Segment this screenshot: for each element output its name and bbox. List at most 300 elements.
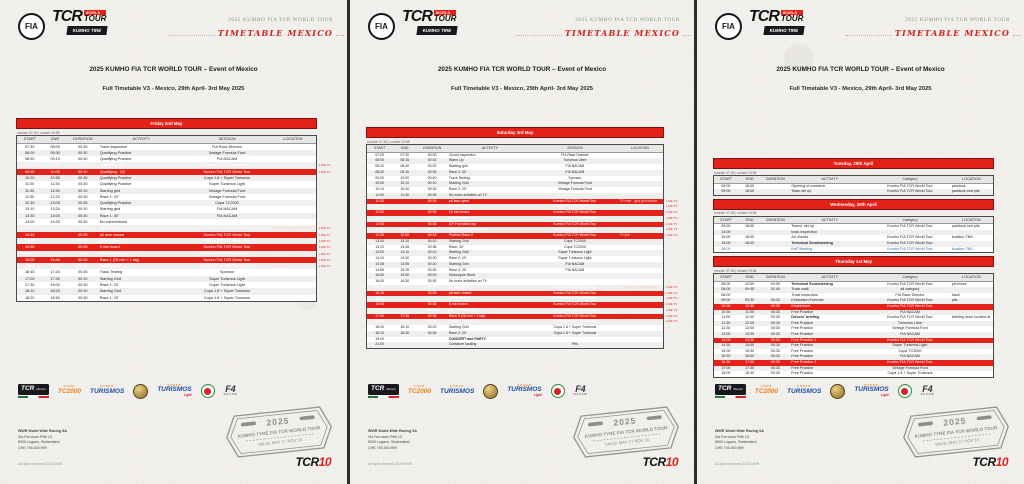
cell-location: TV note - grid procedure (271, 226, 313, 231)
logo-main-text: TURISMOS (440, 388, 475, 396)
column-header: ACTIVITY (132, 137, 150, 141)
cell-session: Copa TC2000 (564, 238, 586, 243)
cell-end: 13:20 (50, 207, 60, 212)
cell-start: 08:00 (721, 281, 731, 286)
day-header: Tuesday, 29th April (713, 158, 994, 169)
cell-duration: 00:30 (770, 315, 780, 320)
cell-start: 17:35 (375, 319, 384, 324)
cell-duration: 00:40 (78, 157, 88, 162)
column-header: DURATION (72, 137, 93, 141)
cell-session: Kumho FIA TCR World Tour (553, 227, 597, 232)
event-subtitle: Full Timetable V3 - Mexico, 29th April- 3rd May 2025 (102, 86, 245, 92)
cell-end: 08:00 (50, 144, 60, 149)
logo-top-text: SUPER (450, 385, 465, 389)
nacam-text: NACAM (573, 393, 588, 397)
cell-session: Kumho FIA TCR World Tour (887, 240, 933, 245)
cell-duration: 00:15 (427, 233, 437, 237)
cell-activity: 5 min board (448, 302, 468, 306)
logo-copa-tc2000 (408, 386, 431, 395)
column-header: END (51, 137, 60, 141)
cell-start: 07:30 (24, 144, 35, 149)
svg-text:VALID: MAY 2 / NOV 16: VALID: MAY 2 / NOV 16 (934, 437, 980, 447)
logo-top-text: SUPER (864, 383, 879, 387)
cell-activity: Circuit inspection (448, 152, 476, 157)
cell-start: 17:30 (24, 283, 35, 288)
f4-text: F4 (225, 384, 236, 395)
cell-session: FIA NACAM (565, 169, 585, 174)
column-header: ACTIVITY (481, 146, 498, 150)
cell-activity: 10 min board (99, 238, 122, 243)
cell-session: FIA Race Director (212, 144, 242, 149)
cell-end: 07:30 (400, 152, 410, 157)
cell-session: FIA NACAM (565, 261, 585, 266)
cell-duration: 00:30 (427, 267, 437, 272)
cell-session: Kumho FIA TCR World Tour (553, 290, 597, 295)
cell-activity: Technical Scrutineering (791, 240, 833, 245)
svg-text:KUMHO TYRE FIA TCR WORLD TOUR: KUMHO TYRE FIA TCR WORLD TOUR (237, 425, 321, 439)
cell-session: Vintage Formula Ford (892, 326, 928, 331)
page-divider (694, 0, 697, 484)
cell-start: 14:00 (375, 250, 384, 255)
cell-end: 13:00 (744, 326, 755, 331)
cell-duration: 00:15 (78, 226, 88, 231)
cell-activity: Race 1: 20' (99, 283, 119, 288)
cell-activity: Teams' set up (791, 224, 814, 229)
cell-session: Kumho FIA TCR World Tour (887, 281, 933, 286)
address-line: CHE 745.300.959 (18, 445, 47, 450)
live-tv-label: LIVE TV (666, 227, 678, 232)
svg-text:2025: 2025 (942, 415, 967, 428)
cell-start: 18:00 (375, 325, 384, 329)
column-headers (714, 274, 993, 282)
cell-start: 14:30 (24, 226, 35, 231)
column-header: END (745, 275, 754, 280)
cell-session: Kumho FIA TCR World Tour (887, 189, 933, 194)
logo-main-text: TURISMOS (90, 388, 125, 396)
cell-session: Kumho FIA TCR World Tour (887, 359, 933, 364)
cell-session: Kumho FIA TCR World Tour (553, 204, 597, 209)
cell-activity: Race 3 (28 min + 1 lap) (448, 313, 486, 318)
cell-session: Kumho FIA TCR World Tour (553, 319, 597, 324)
cell-activity: Race 2: 20' (448, 187, 467, 191)
rights-note: All rights reserved 2025 WWR (715, 462, 760, 466)
cell-location: track (951, 292, 960, 297)
cell-start: 14:45 (375, 261, 384, 266)
cell-session: Vintage Formula Ford (892, 365, 928, 370)
logo-top-text: SUPER (100, 385, 115, 389)
logo-top-text: COPA (760, 385, 773, 389)
logo-f4-nacam (921, 385, 935, 397)
page-divider (347, 0, 350, 484)
cell-duration: 00:10 (78, 289, 88, 294)
column-header: Category (902, 217, 918, 222)
cell-end: 17:50 (400, 319, 410, 324)
timetable-area (16, 118, 331, 305)
cell-duration: 00:30 (427, 279, 437, 283)
cell-start: 15:00 (721, 348, 731, 353)
cell-activity: Track inspection (99, 144, 128, 149)
cell-start: 09:00 (721, 183, 731, 188)
cell-start: 13:30 (24, 213, 35, 218)
cell-activity: Qualifying Practice (99, 150, 132, 155)
address-line: 6900 Lugano, Switzerland (715, 440, 757, 445)
mexico-flag-stripe (368, 396, 399, 398)
fia-logo: FIA (715, 13, 742, 40)
cell-activity: Starting Grid (99, 289, 122, 294)
cell-start: 11:30 (375, 198, 384, 203)
cell-activity: No more activities on TV (448, 192, 487, 197)
cell-end: 15:40 (50, 257, 60, 262)
company-address (368, 429, 417, 451)
day-section (713, 158, 994, 196)
cell-session: Vintage Formula Ford (208, 188, 246, 193)
kumho-tire-bar: KUMHO TIRE (763, 26, 804, 35)
live-tv-label: LIVE TV (319, 251, 331, 256)
cell-activity: Track Testing (99, 270, 123, 275)
cell-duration: 00:35 (427, 313, 437, 318)
cell-start: 12:30 (721, 326, 731, 331)
sun-times: sunrise 07:30 | sunset 19:58 (17, 130, 60, 135)
sponsor-logos (715, 380, 1010, 402)
tcr10-logo (642, 455, 678, 469)
cell-location (270, 295, 316, 301)
live-tv-label: LIVE TV (319, 257, 331, 262)
world-label: WORLD (434, 10, 457, 15)
cell-activity: Track Testing (448, 175, 470, 180)
cell-activity: No interventions (99, 220, 128, 225)
cell-activity: Podium Race 3 (448, 319, 473, 324)
world-label: WORLD (84, 10, 107, 15)
logo-badge-gold (830, 384, 845, 399)
page-2 (350, 0, 694, 484)
cell-duration: 00:30 (770, 309, 780, 314)
cell-end: 12:20 (50, 194, 60, 199)
live-tv-label: LIVE TV (666, 313, 678, 318)
cell-session: FIA NACAM (565, 267, 585, 272)
cell-end (738, 247, 762, 253)
tcr-mexico-sub: Mexico (733, 387, 743, 392)
cell-start: 09:00 (721, 189, 731, 194)
cell-start: 08:00 (721, 292, 731, 297)
cell-duration: 00:40 (427, 175, 437, 180)
tcr-logo-text: TCR (52, 8, 82, 25)
tcr-logo-text: TCR (402, 8, 432, 25)
cell-end: 10:40 (400, 187, 410, 191)
cell-session: Copa TC2000 (564, 244, 586, 249)
cell-duration: 00:15 (427, 284, 437, 289)
cell-session: Kumho FIA TCR World Tour (553, 307, 597, 312)
fia-logo: FIA (18, 13, 45, 40)
timetable (16, 135, 331, 302)
column-headers (367, 145, 663, 153)
column-header: LOCATION (962, 217, 981, 222)
cell-session: Copa 1.8 + Super Turismos (553, 325, 597, 329)
validity-stamp (900, 404, 1012, 459)
cell-duration: 00:05 (427, 302, 437, 306)
cell-end: 14:30 (50, 220, 60, 225)
cell-end: 14:30 (744, 337, 755, 342)
cell-activity: Starting Grid (448, 261, 469, 266)
cell-duration: 00:35 (427, 227, 437, 232)
cell-activity: Race: 30' (448, 244, 464, 249)
cell-activity: Technical Scrutineering (791, 281, 833, 286)
tour-label: TOUR (433, 14, 457, 23)
column-header: ACTIVITY (821, 275, 839, 280)
logo-badge-green (898, 384, 912, 398)
cell-duration: 00:05 (427, 296, 437, 301)
f4-text: F4 (575, 384, 586, 395)
tcr10-black: TCR (295, 455, 319, 469)
day-section (713, 256, 994, 378)
cell-duration: 00:05 (427, 204, 437, 209)
address-line: CHE 745.300.959 (715, 445, 744, 450)
timetable-row (714, 247, 993, 253)
day-header: Saturday 3rd May (366, 127, 664, 138)
cell-end: 10:10 (400, 181, 410, 186)
sun-times: sunrise 07:30 | sunset 19:58 (367, 139, 410, 144)
cell-duration: 00:30 (78, 150, 88, 155)
cell-duration: 00:30 (770, 298, 780, 303)
cell-end: 17:20 (50, 270, 60, 275)
cell-session: Vintage Formula Ford (558, 187, 592, 191)
cell-end: 11:30 (400, 192, 409, 197)
cell-session: Kumho FIA TCR World Tour (887, 315, 933, 320)
cell-duration: 00:30 (770, 326, 780, 331)
logo-main-text: TC2000 (754, 388, 778, 396)
cell-activity: Starting Grid (448, 181, 469, 186)
cell-duration: 00:30 (427, 256, 437, 260)
cell-duration: 00:30 (427, 192, 437, 197)
cell-activity: Free Practice (791, 309, 814, 314)
cell-activity: Free Practice (791, 326, 814, 331)
fia-logo: FIA (368, 13, 395, 40)
logo-top-text: SUPER (517, 383, 532, 387)
cell-end: 11:50 (50, 188, 60, 193)
live-tv-label: LIVE TV (666, 204, 678, 209)
cell-end: 12:50 (400, 233, 410, 237)
cell-end: 14:40 (400, 256, 410, 260)
company-address (18, 429, 67, 451)
cell-activity: pit lane open (448, 284, 469, 289)
svg-text:2025: 2025 (265, 415, 290, 428)
cell-activity: pit lane closed (448, 204, 472, 209)
cell-duration: 00:30 (78, 194, 88, 199)
cell-duration: 00:35 (78, 175, 88, 180)
cell-activity: CONCERT and PARTY (448, 336, 486, 341)
column-header: LOCATION (962, 177, 981, 181)
cell-start: 08:00 (721, 287, 731, 292)
badge-gold-emblem (830, 384, 845, 399)
cell-activity: pit lane open (99, 226, 122, 231)
cell-start: 15:30 (375, 273, 384, 278)
cell-location (617, 342, 663, 348)
timetable-script: TIMETABLE MEXICO (894, 28, 1010, 38)
live-tv-label: LIVE TV (666, 198, 678, 203)
column-header: ACTIVITY (821, 217, 839, 222)
cell-session: FIA NACAM (216, 207, 238, 212)
logo-copa-tc2000 (755, 386, 778, 395)
page-header (366, 8, 682, 56)
timetable (713, 175, 994, 196)
cell-start: 09:00 (721, 298, 731, 303)
cell-end: 17:30 (744, 365, 755, 370)
logo-super-turismos-light (157, 385, 191, 398)
cell-duration: 00:05 (78, 245, 88, 250)
cell-location: TV live (271, 264, 284, 269)
live-tv-label: LIVE TV (666, 307, 678, 312)
cell-session: Copa 1.8 + Super Turismos (203, 289, 251, 294)
cell-activity: 10 min board (448, 210, 470, 214)
company-address (715, 429, 764, 451)
cell-activity: Free Practice (791, 371, 814, 376)
tcr10-red: 10 (318, 455, 331, 469)
cell-activity: pit lane closed (99, 232, 124, 237)
nacam-text: NACAM (920, 393, 935, 397)
cell-session: Kumho FIA TCR World Tour (203, 257, 251, 262)
cell-end: 15:25 (400, 267, 410, 272)
cell-location: location TBA (951, 235, 973, 240)
cell-location: TV note - grid procedure (619, 284, 658, 289)
validity-stamp (223, 404, 335, 459)
cell-duration: 00:20 (427, 273, 437, 278)
header-brand (218, 17, 333, 41)
cell-start: 16:50 (375, 296, 384, 301)
cell-activity: 5 min board (99, 245, 120, 250)
cell-end: 15:50 (400, 273, 410, 278)
cell-duration: 04:00 (770, 281, 780, 286)
cell-activity: Qualifying Practice (99, 157, 132, 162)
cell-end: 18:00 (744, 183, 755, 188)
cell-session: FIA NACAM (216, 157, 238, 162)
cell-end: 17:00 (744, 359, 755, 364)
live-tv-label: LIVE TV (666, 233, 678, 237)
cell-session: Copa 1.8 + Super Turismos (553, 330, 597, 335)
cell-location: paddock and pits (951, 189, 980, 194)
cell-end: 09:45 (50, 163, 60, 168)
cell-start: 11:30 (721, 320, 731, 325)
logo-super-turismos-light (854, 385, 888, 398)
badge-green-emblem (898, 384, 912, 398)
cell-session: Kumho FIA TCR World Tour (553, 233, 597, 237)
cell-end: 17:30 (50, 276, 60, 281)
cell-session: Kumho FIA TCR World Tour (553, 215, 597, 220)
cell-duration: 00:05 (427, 210, 437, 214)
cell-end: 10:05 (50, 169, 60, 174)
cell-duration: 01:45 (770, 287, 780, 292)
cell-start: 15:00 (24, 251, 35, 256)
timetable-row (367, 342, 663, 348)
address-line: 6900 Lugano, Switzerland (18, 440, 60, 445)
cell-session: Kumho FIA TCR World Tour (887, 235, 933, 240)
cell-duration: 00:15 (427, 319, 437, 324)
cell-end: 14:55 (400, 261, 410, 266)
cell-end: 18:00 (744, 224, 755, 229)
cell-activity: Race 1: 20' (99, 194, 119, 199)
cell-end: 10:55 (50, 175, 60, 180)
cell-session: Super Turismos Light (558, 250, 592, 255)
kumho-tire-bar: KUMHO TIRE (416, 26, 457, 35)
tcr-world-tour-logo (749, 10, 804, 35)
tcr-world-tour-logo (402, 10, 457, 35)
cell-activity: Qualifying - Q1 (99, 163, 126, 168)
cell-end: 10:30 (744, 304, 755, 309)
tcr-mexico-box (18, 384, 49, 395)
cell-start: 14:00 (721, 337, 731, 342)
cell-end: 16:30 (400, 279, 410, 283)
live-tv-label: LIVE TV (319, 245, 331, 250)
cell-activity: Ad checks (791, 235, 809, 240)
cell-duration: 00:30 (770, 371, 780, 376)
tcr10-black: TCR (972, 455, 996, 469)
column-header: SESSION (218, 137, 236, 141)
cell-start: 07:00 (375, 152, 384, 157)
cell-activity: Track walk (791, 287, 809, 292)
live-tv-label: LIVE TV (319, 169, 331, 174)
cell-start: 14:50 (24, 238, 35, 243)
live-tv-label: LIVE TV (319, 232, 331, 237)
cell-start: 16:45 (24, 270, 35, 275)
cell-session: Kumho FIA TCR World Tour (553, 284, 597, 289)
cell-activity: Race 1: 20' (99, 295, 119, 300)
badge-green-emblem (551, 384, 565, 398)
cell-session: FIA NACAM (900, 354, 920, 359)
kumho-tire-bar: KUMHO TIRE (66, 26, 107, 35)
logo-sub-text: Light (533, 393, 542, 398)
cell-start: 09:20 (375, 175, 384, 180)
tcr-logo-top (52, 10, 107, 24)
cell-session: Kumho FIA TCR World Tour (203, 245, 251, 250)
sun-times: sunrise 07:36 | sunset 19:56 (714, 211, 757, 216)
column-header: START (719, 177, 732, 181)
cell-duration: 00:30 (770, 304, 780, 309)
logo-main-text: TURISMOS (507, 386, 542, 394)
cell-session: Vintage Formula Ford (208, 194, 246, 199)
cell-start: 13:10 (375, 244, 384, 249)
brand-title: 2025 KUMHO FIA TCR WORLD TOUR (228, 17, 333, 23)
live-tv-label: LIVE TV (319, 264, 331, 269)
cell-session: Turismos Libre (563, 158, 587, 163)
cell-session: Sponsor (568, 175, 582, 180)
cell-duration: 00:20 (427, 164, 437, 168)
cell-duration: 00:10 (427, 181, 437, 186)
cell-start: 09:00 (721, 224, 731, 229)
page-header (16, 8, 335, 56)
cell-location: paddock (951, 183, 966, 188)
cell-end: 12:00 (744, 281, 755, 286)
timetable-area (713, 158, 994, 381)
timetable-rows (714, 224, 993, 252)
timetable (713, 216, 994, 253)
cell-session: all category (900, 287, 920, 292)
cell-end: 18:30 (744, 371, 755, 376)
cell-session: Kumho FIA TCR World Tour (553, 221, 597, 226)
cell-activity: 5 min board (448, 215, 468, 220)
cell-session: Super Turismos Light (209, 182, 245, 187)
tcr-mexico-text: TCR (371, 385, 385, 393)
cell-activity: Warm Up (448, 158, 464, 163)
cell-activity: Race 3: 25' (448, 267, 467, 272)
cell-session: FIA NACAM (900, 332, 920, 336)
cell-end: 18:50 (50, 295, 60, 300)
cell-session: Kumho FIA TCR World Tour (887, 337, 933, 342)
f4-text: F4 (922, 384, 933, 395)
cell-session: Kumho FIA TCR World Tour (887, 298, 933, 303)
cell-start: 18:10 (375, 330, 384, 335)
sun-times: sunrise 07:36 | sunset 19:56 (714, 170, 757, 175)
column-headers (714, 217, 993, 225)
cell-end: 18:10 (400, 325, 410, 329)
event-title: 2025 KUMHO FIA TCR WORLD TOUR – Event of Mexico (776, 66, 945, 73)
